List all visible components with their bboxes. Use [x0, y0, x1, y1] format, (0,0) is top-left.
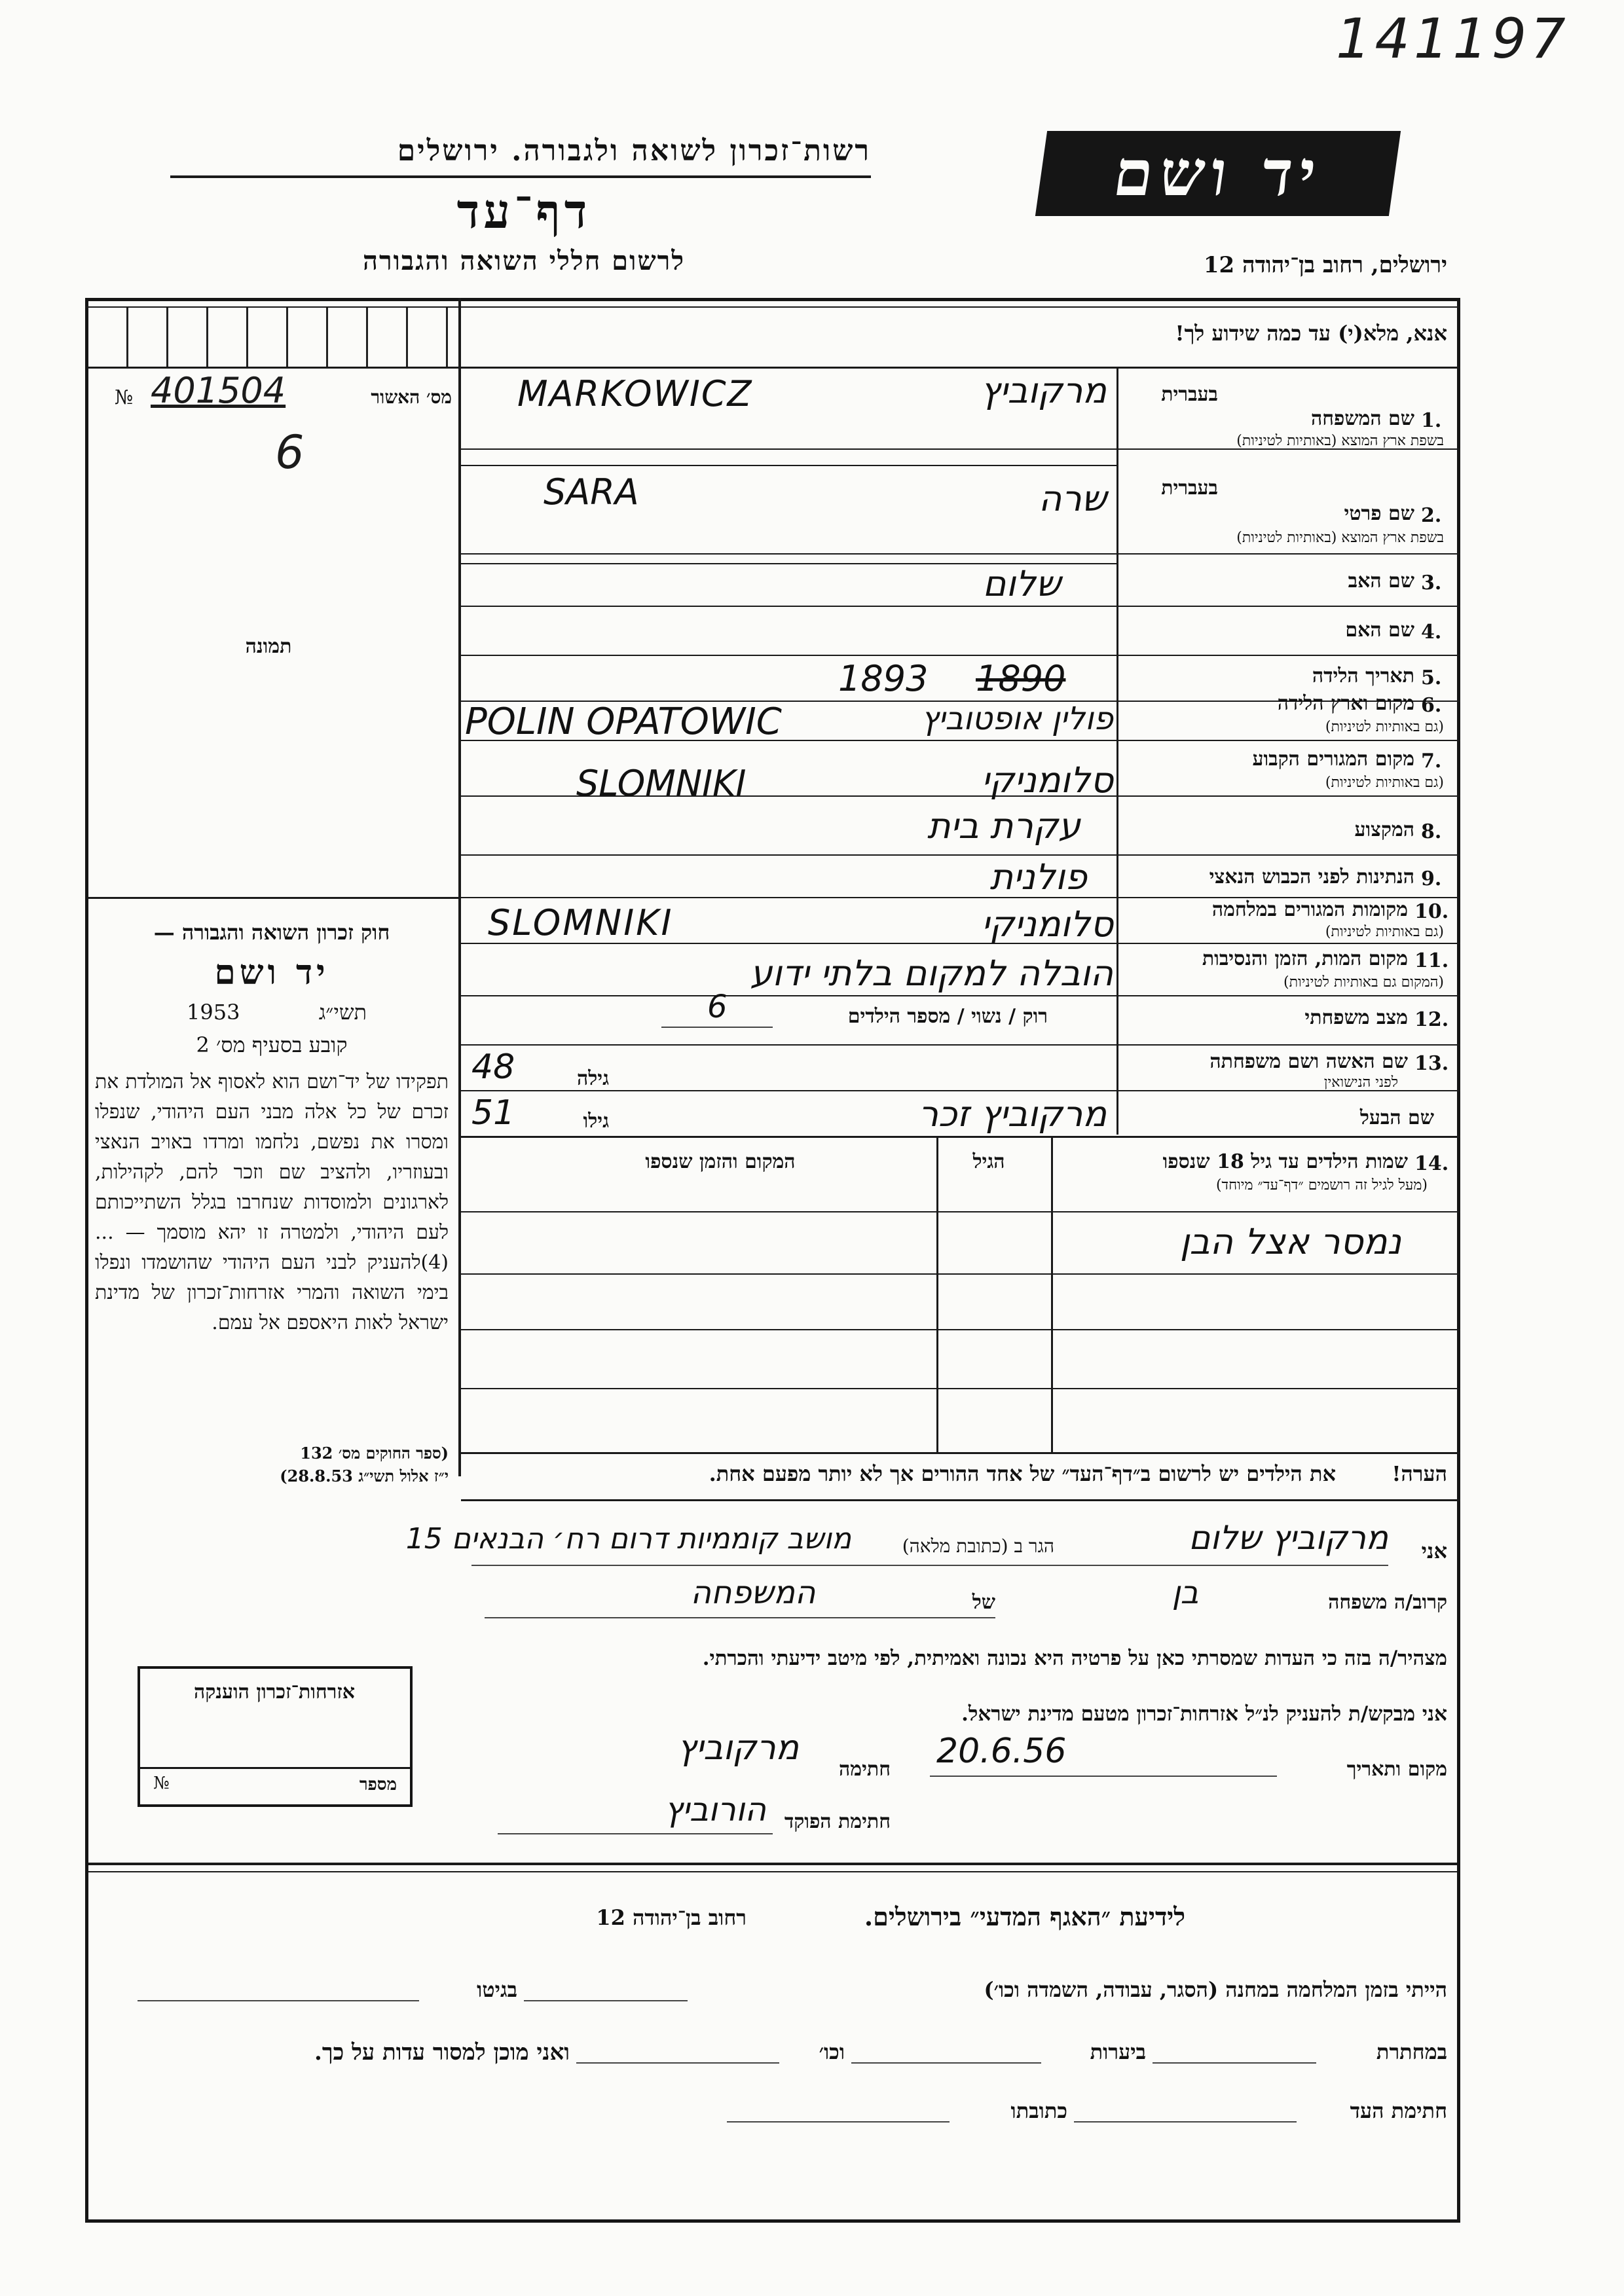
- children-row-rule: [461, 1452, 1460, 1454]
- footer-forests-blank: [851, 2062, 1041, 2064]
- field-4-num: 4.: [1421, 621, 1442, 644]
- field-8-value: עקרת בית: [927, 805, 1080, 847]
- citizenship-title: אזרחות־זכרון הוענקה: [193, 1681, 356, 1704]
- decl-request: אני מבקש/ת להעניק לנ״ל אזרחות־זכרון מטעם מדינת ישראל.: [961, 1702, 1447, 1726]
- field-8-num: 8.: [1421, 820, 1442, 843]
- row-rule: [461, 854, 1460, 856]
- footer-title: לידיעת ״האגף המדעי״ בירושלים.: [864, 1902, 1185, 1931]
- field-6-label: מקום וארץ הלידה: [1277, 692, 1414, 715]
- law-name: יד ושם: [214, 953, 329, 993]
- decl-address: מושב קוממיות דרום רח׳ הבנאים 15: [405, 1522, 851, 1556]
- request-line-rule: [458, 367, 1460, 369]
- field-7-value-latin: SLOMNIKI: [576, 763, 747, 804]
- law-year: 1953: [187, 1000, 240, 1025]
- footer-witness-blank: [1074, 2121, 1297, 2123]
- footer-underground-label: במחתרת: [1376, 2039, 1447, 2064]
- children-row-rule: [461, 1273, 1460, 1275]
- field-6-value-latin: POLIN OPATOWIC: [465, 701, 782, 743]
- footer-etc-label: וכו׳: [819, 2039, 845, 2064]
- authority-name: רשות־זכרון לשואה ולגבורה. ירושלים: [397, 134, 871, 168]
- citizenship-number-label: מספר: [359, 1775, 397, 1795]
- field-5-value: 1893: [838, 658, 929, 699]
- children-row-rule: [461, 1388, 1460, 1389]
- note-label: הערה!: [1392, 1461, 1447, 1486]
- citizenship-box: [138, 1666, 413, 1807]
- form-title: דף־עד: [456, 183, 591, 239]
- field-3-value: שלום: [982, 563, 1061, 604]
- children-col-age: הגיל: [972, 1150, 1005, 1173]
- archive-number: 141197: [1336, 7, 1570, 71]
- children-col-divider-1: [1051, 1138, 1053, 1452]
- field-9-label: הנתינות לפני הכבוש הנאצי: [1209, 866, 1414, 888]
- field-5-value-struck: 1890: [976, 658, 1066, 699]
- approval-number: 401504: [151, 370, 286, 411]
- row-rule: [461, 1044, 1460, 1046]
- children-label: שמות הילדים עד גיל 18 שנספו: [1162, 1150, 1408, 1173]
- field-11-sub: (המקום גם באותיות לטיניות): [1283, 974, 1444, 991]
- row-rule: [461, 606, 1460, 607]
- footer-ready-label: ואני מוכן למסור עדות על כך.: [314, 2039, 570, 2066]
- sidebar-photo-rule: [88, 897, 458, 899]
- field-6-value-hebrew: פולין אופטוביץ: [921, 701, 1113, 737]
- sidebar-divider: [458, 298, 461, 1476]
- law-title: חוק זכרון השואה והגבורה —: [153, 920, 390, 945]
- field-5-num: 5.: [1421, 666, 1442, 689]
- decl-place-date-label: מקום ותאריך: [1346, 1758, 1447, 1781]
- field-2-value-hebrew: שרה: [1038, 478, 1107, 519]
- footer-rule-1: [88, 1863, 1457, 1865]
- field-10-label: מקומות המגורים במלחמה: [1211, 898, 1408, 921]
- field-11-label: מקום המות, הזמן והנסיבות: [1202, 947, 1408, 970]
- field-13-sub: לפני הנישואין: [1323, 1074, 1398, 1091]
- citizenship-rule: [140, 1767, 410, 1769]
- field-6-num: 6.: [1421, 694, 1442, 717]
- footer-address-label: כתובתו: [1010, 2098, 1067, 2123]
- footer-ghetto-label: בגיטו: [477, 1977, 517, 2002]
- citizenship-number-prefix: №: [153, 1774, 170, 1793]
- footer-camp-blank: [524, 2000, 688, 2001]
- field-2-num: 2.: [1421, 504, 1442, 527]
- field-1-hebrew-tag: בעברית: [1161, 383, 1218, 406]
- decl-relation: בן: [1172, 1575, 1199, 1611]
- field-2-hebrew-tag: בעברית: [1161, 477, 1218, 500]
- row-rule: [461, 655, 1460, 656]
- field-7-sub: (גם באותיות לטיניות): [1325, 774, 1444, 791]
- husband-age-label: גילו: [583, 1110, 609, 1133]
- decl-of-line: [485, 1617, 995, 1618]
- field-11-value: הובלה למקום בלתי ידוע: [750, 953, 1113, 994]
- decl-officer-line: [498, 1833, 773, 1834]
- sidebar-ticks-bottom: [88, 367, 458, 369]
- field-7-label: מקום המגורים הקבוע: [1252, 748, 1414, 771]
- footer-witness-sig-label: חתימת העד: [1350, 2098, 1447, 2123]
- field-6-sub: (גם באותיות לטיניות): [1325, 719, 1444, 735]
- decl-signature-label: חתימה: [839, 1758, 891, 1781]
- request-line: אנא, מלא(י) עד כמה שידוע לך!: [1175, 321, 1447, 346]
- footer-camp-line: הייתי בזמן המלחמה במחנה (הסגר, עבודה, השמדה וכו׳): [984, 1977, 1447, 2002]
- footer-ghetto-blank: [138, 2000, 419, 2001]
- decl-officer: הורוביץ: [664, 1791, 766, 1829]
- field-1-sub: בשפת ארץ המוצא (באותיות לטיניות): [1236, 433, 1444, 449]
- field-5-label: תאריך הלידה: [1312, 665, 1414, 687]
- field-9-num: 9.: [1421, 867, 1442, 890]
- authority-underline: [170, 175, 871, 178]
- field-4-label: שם האם: [1345, 619, 1414, 642]
- law-text: תפקידו של יד־ושם הוא לאסוף אל המולדת את זכרם של כל אלה מבני העם היהודי, שנפלו ומסרו את נפשם, נלחמו ומרדו באויב הנאצי ובעוזריו, ולהציב שם וזכר להם, לקהילות, לארגונים ולמוסדות שנחרבו בגלל השתייכותם לעם היהודי, ולמטרה זו יהא מוסמך — ...(4)להעניק לבני העם היהודי שהושמדו ונפלו בימי השואה והמרי אזרחות־זכרון של מדינת ישראל לאות היאספם אל עמם.: [95, 1070, 449, 1334]
- law-year-hebrew: תשי״ג: [318, 1000, 367, 1025]
- field-2-value-latin: SARA: [544, 471, 639, 513]
- field-1-value-latin: MARKOWICZ: [517, 373, 753, 414]
- footer-etc-blank: [576, 2062, 779, 2064]
- decl-of-value: המשפחה: [690, 1575, 816, 1611]
- decl-name: מרקוביץ שלום: [1189, 1519, 1388, 1557]
- footer-address-blank: [727, 2121, 950, 2123]
- field-12-children: 6: [707, 989, 728, 1025]
- field-2-sub: בשפת ארץ המוצא (באותיות לטיניות): [1236, 530, 1444, 546]
- field-13-age-label: גילה: [576, 1067, 609, 1090]
- field-10-sub: (גם באותיות לטיניות): [1325, 924, 1444, 940]
- field-13-num: 13.: [1414, 1052, 1449, 1075]
- decl-residing-label: הגר ב (כתובת מלאה): [902, 1535, 1054, 1557]
- children-row-rule: [461, 1211, 1460, 1212]
- footer-underground-blank: [1153, 2062, 1316, 2064]
- decl-address-line: [471, 1565, 1388, 1566]
- decl-signature: מרקוביץ: [677, 1728, 799, 1768]
- form-subtitle: לרשום חללי השואה והגבורה: [362, 246, 686, 276]
- field-12-label: מצב משפחתי: [1304, 1006, 1408, 1029]
- row-rule: [461, 995, 1460, 996]
- yad-vashem-logo: [1035, 131, 1401, 216]
- approval-sub: 6: [275, 426, 304, 479]
- decl-date: 20.6.56: [936, 1732, 1067, 1771]
- photo-label: תמונה: [245, 635, 292, 658]
- children-col-divider-2: [936, 1138, 938, 1452]
- field-8-label: המקצוע: [1354, 818, 1414, 841]
- decl-declares: מצהיר/ה בזה כי העדות שמסרתי כאן על פרטיה היא נכונה ואמיתית, לפי מיטב ידיעתי והכרתי.: [702, 1647, 1447, 1670]
- husband-value: מרקוביץ זכר: [918, 1093, 1107, 1135]
- field-12-num: 12.: [1414, 1008, 1449, 1031]
- footer-forests-label: ביערות: [1090, 2039, 1146, 2064]
- field-13-label: שם האשה ושם משפחתה: [1209, 1050, 1408, 1073]
- field-11-num: 11.: [1414, 949, 1449, 972]
- law-date: י״ז אלול תשי״ג 28.8.53): [280, 1467, 449, 1485]
- field-10-value-hebrew: סלומניקי: [981, 903, 1113, 945]
- row-rule: [461, 465, 1116, 466]
- decl-i-am: אני: [1421, 1539, 1447, 1563]
- decl-officer-label: חתימת הפוקד: [784, 1810, 891, 1833]
- children-col-place: המקום והזמן שנספו: [645, 1150, 796, 1173]
- law-source: (ספר החוקים מס׳ 132: [300, 1444, 449, 1463]
- row-rule: [461, 553, 1460, 555]
- note-text: את הילדים יש לרשום ב״דף־העד״ של אחד ההורים אך לא יותר מפעם אחת.: [709, 1461, 1336, 1486]
- children-count-line: [661, 1027, 773, 1028]
- field-9-value: פולנית: [989, 856, 1087, 898]
- field-13-age: 48: [471, 1048, 515, 1087]
- field-3-num: 3.: [1421, 572, 1442, 594]
- label-column-divider: [1116, 369, 1118, 1135]
- sidebar-ticks: [88, 308, 458, 367]
- field-3-label: שם האב: [1348, 570, 1414, 592]
- decl-relative-label: קרוב/ה משפחה: [1328, 1591, 1447, 1614]
- approval-prefix: №: [115, 386, 134, 409]
- husband-label: שם הבעל: [1359, 1106, 1434, 1129]
- row-rule: [461, 1136, 1460, 1138]
- note-rule: [461, 1499, 1460, 1501]
- footer-rule-2: [88, 1871, 1457, 1872]
- field-10-num: 10.: [1414, 900, 1449, 923]
- husband-age: 51: [471, 1093, 515, 1133]
- field-7-num: 7.: [1421, 750, 1442, 773]
- decl-date-line: [930, 1776, 1277, 1777]
- law-clause: קובע בסעיף מס׳ 2: [196, 1032, 348, 1057]
- field-7-value-hebrew: סלומניקי: [981, 759, 1113, 801]
- field-1-label: שם המשפחה: [1310, 407, 1414, 430]
- field-10-value-latin: SLOMNIKI: [488, 902, 674, 943]
- field-12-options: רוק / נשוי / מספר הילדים: [847, 1005, 1048, 1028]
- field-1-num: 1.: [1421, 409, 1442, 432]
- field-2-label: שם פרטי: [1344, 502, 1414, 525]
- children-value: נמסר אצל הבן: [1179, 1221, 1401, 1262]
- logo-text: יד ושם: [1109, 136, 1327, 210]
- children-sub: (מעל לגיל זה רושמים ״דף־עד״ מיוחד): [1215, 1177, 1428, 1194]
- children-num: 14.: [1414, 1152, 1449, 1175]
- approval-label: מס׳ האשור: [371, 386, 452, 408]
- footer-address: רחוב בן־יהודה 12: [596, 1905, 747, 1930]
- field-1-value-hebrew: מרקוביץ: [980, 370, 1107, 411]
- decl-of-label: של: [972, 1591, 995, 1614]
- header-address: ירושלים, רחוב בן־יהודה 12: [1203, 252, 1447, 278]
- children-row-rule: [461, 1329, 1460, 1330]
